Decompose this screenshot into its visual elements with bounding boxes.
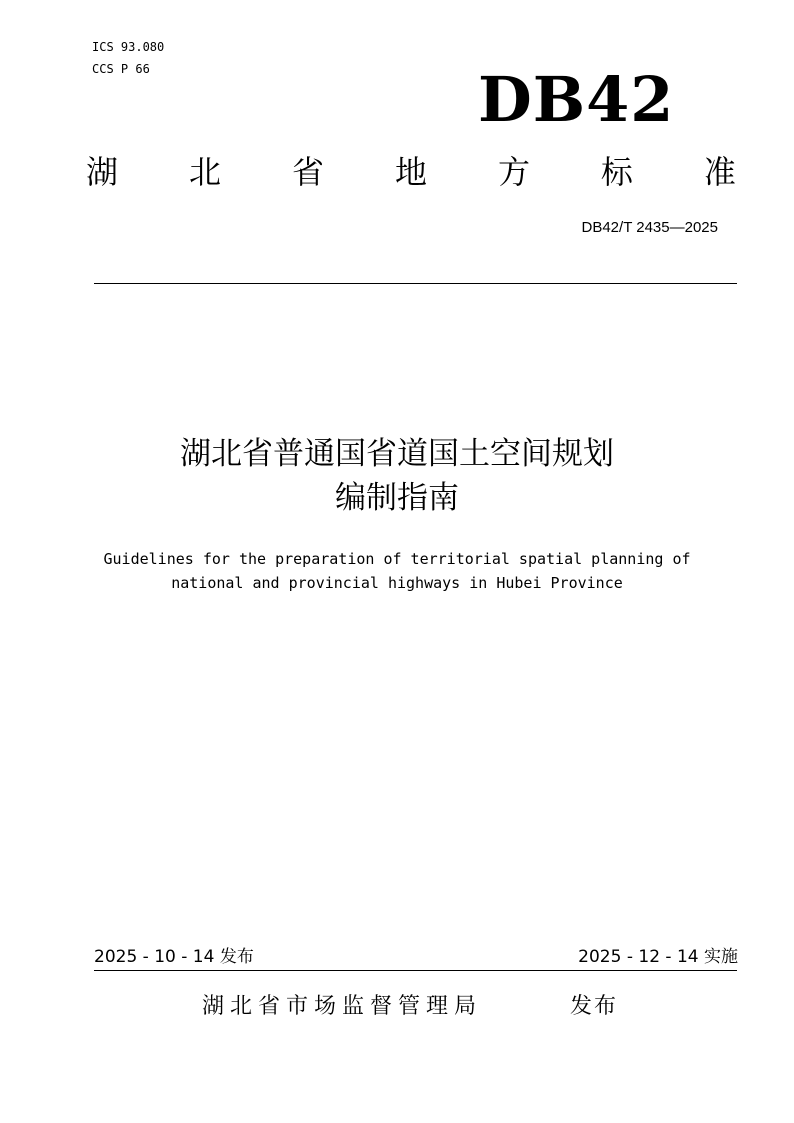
standard-code-mark: DB42: [478, 63, 675, 136]
publisher-name: 湖北省市场监督管理局: [202, 994, 483, 1019]
standard-type-char: 省: [291, 153, 324, 191]
publish-label: 发布: [570, 994, 619, 1019]
chinese-title-line-1: 湖北省普通国省道国土空间规划: [180, 436, 614, 472]
bottom-divider: [94, 970, 737, 971]
english-title: [0, 547, 794, 595]
standard-number: DB42/T 2435—2025: [581, 219, 718, 236]
top-divider: [94, 283, 737, 284]
standard-type-char: 北: [188, 153, 221, 191]
implementation-date: 2025 - 12 - 14 实施: [578, 947, 738, 967]
chinese-title: [0, 432, 794, 520]
english-title-line-2: national and provincial highways in Hubei Province: [171, 574, 623, 592]
ccs-code: CCS P 66: [92, 62, 150, 76]
ics-code: ICS 93.080: [92, 40, 165, 54]
standard-type-char: 地: [394, 153, 427, 191]
standard-type-char: 标: [600, 153, 633, 191]
issue-date: 2025 - 10 - 14 发布: [94, 947, 254, 967]
standard-type-char: 方: [497, 153, 530, 191]
standard-type-heading: [86, 150, 736, 194]
standard-type-char: 湖: [86, 153, 119, 191]
chinese-title-line-2: 编制指南: [335, 480, 459, 516]
english-title-line-1: Guidelines for the preparation of territorial spatial planning of: [103, 550, 691, 568]
standard-type-char: 准: [703, 153, 736, 191]
